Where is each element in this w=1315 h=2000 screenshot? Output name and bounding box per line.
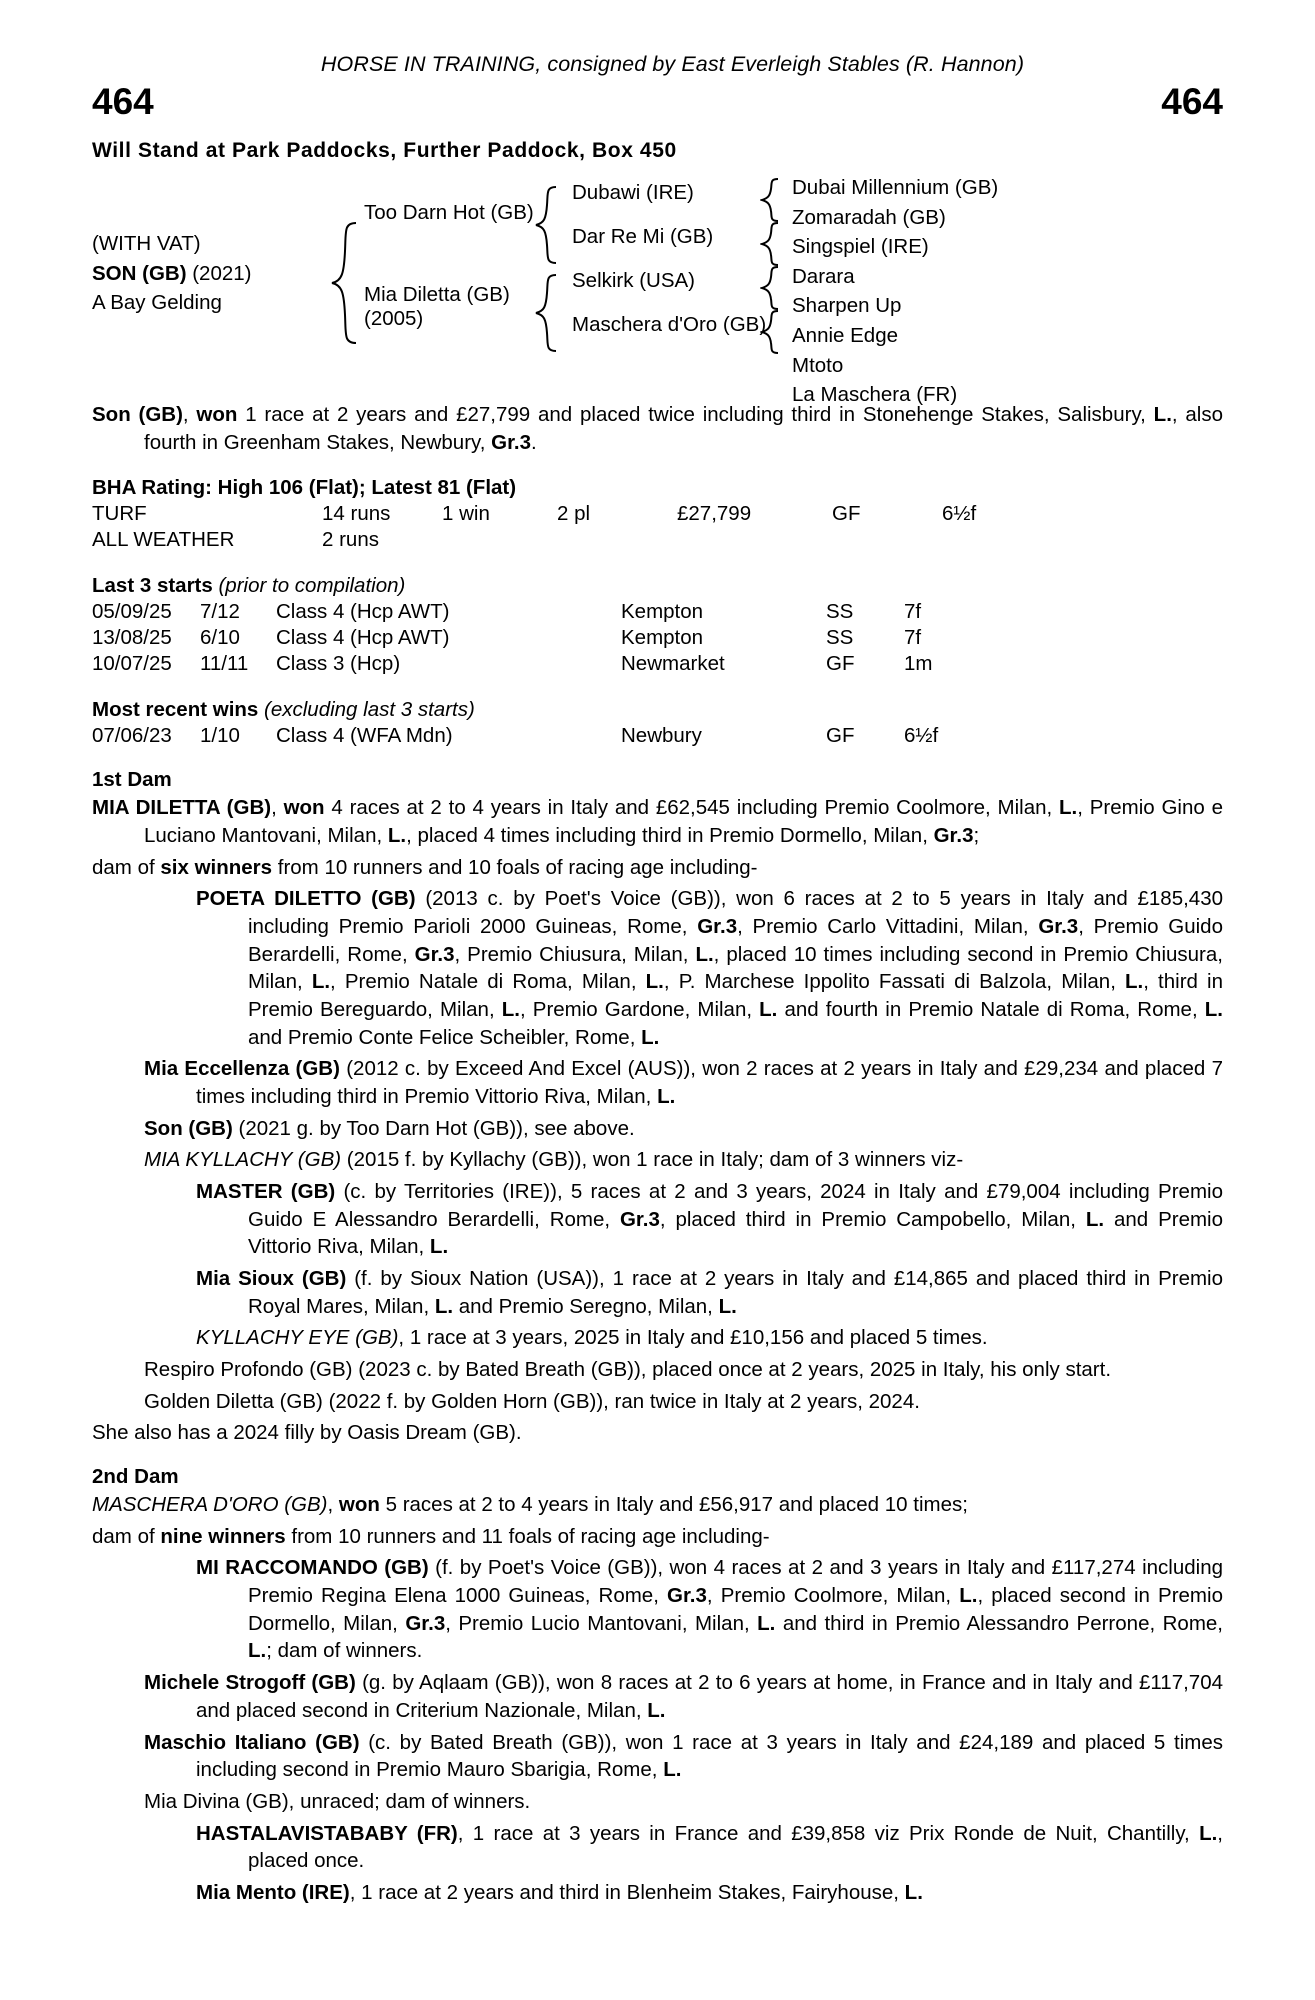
- pedigree-chart: [92, 173, 1223, 407]
- second-dam-progeny-entry: [144, 1729, 1223, 1784]
- listed-marker: L.: [248, 1639, 267, 1663]
- listed-marker: L.: [959, 1584, 978, 1608]
- stats-wins: [442, 528, 557, 554]
- stats-prize: £27,799: [677, 502, 752, 526]
- summary-listed-1: L.: [1153, 403, 1172, 426]
- stats-going: GF: [832, 502, 861, 526]
- win-class: Class 4 (WFA Mdn): [276, 724, 453, 748]
- grandparent-1: Dubawi (IRE): [572, 181, 694, 204]
- lot-number-right: 464: [1161, 81, 1223, 122]
- start-distance: 7f: [904, 600, 922, 624]
- dam-year: (2005): [364, 307, 424, 330]
- start-distance: 7f: [904, 626, 922, 650]
- first-dam-progeny-entry: [196, 1324, 1223, 1352]
- grandparent-2: Dar Re Mi (GB): [572, 225, 714, 248]
- dam-of-prefix: dam of: [92, 855, 161, 879]
- stats-runs: 2 runs: [322, 528, 379, 552]
- lot-number-row: [92, 81, 1223, 123]
- second-dam-progeny-name: Maschio Italiano (GB): [144, 1730, 360, 1754]
- first-dam-progeny-name: POETA DILETTO (GB): [196, 887, 416, 911]
- recent-wins-note: (excluding last 3 starts): [264, 698, 475, 722]
- great-grandparent-3: Singspiel (IRE): [792, 235, 929, 259]
- stats-surface: TURF: [92, 502, 147, 526]
- first-dam-progeny-name: MASTER (GB): [196, 1180, 336, 1204]
- dam-of-prefix: dam of: [92, 1524, 161, 1548]
- group-marker: Gr.3: [405, 1611, 446, 1635]
- start-going: SS: [826, 626, 854, 650]
- first-dam-progeny-text: (2023 c. by Bated Breath (GB)), placed once at 2 years, 2025 in Italy, his only start.: [352, 1358, 1112, 1382]
- second-dam-progeny-name: Michele Strogoff (GB): [144, 1671, 356, 1695]
- summary-won-label: won: [196, 403, 238, 426]
- win-course: Newbury: [621, 724, 702, 748]
- subject-name: SON (GB): [92, 261, 187, 285]
- great-grandparent-2: Zomaradah (GB): [792, 205, 946, 229]
- first-dam-progeny-name: Mia Eccellenza (GB): [144, 1057, 340, 1081]
- start-position: 7/12: [200, 600, 240, 624]
- second-dam-progeny-text: , 1 race at 2 years and third in Blenheim Stakes, Fairyhouse, L.: [349, 1880, 923, 1904]
- first-dam-progeny-name: Son (GB): [144, 1116, 233, 1140]
- listed-marker: L.: [311, 970, 331, 994]
- listed-marker: L.: [757, 1611, 776, 1635]
- first-dam-listed-1: L.: [1059, 796, 1078, 820]
- summary-text-2: 1 race at 2 years and £27,799 and placed twice including third in Stonehenge Stakes, Salisbury,: [237, 403, 1154, 426]
- listed-marker: L.: [904, 1880, 923, 1904]
- second-dam-won: won: [338, 1493, 380, 1517]
- first-dam-listed-2: L.: [387, 824, 407, 848]
- stats-going: [832, 528, 942, 554]
- listed-marker: L.: [645, 970, 664, 994]
- second-dam-progeny-text: (f. by Poet's Voice (GB)), won 4 races at 2 and 3 years in Italy and £117,274 including Premio Regina Elena 1000 Guineas, Rome, Gr.3, Premio Coolmore, Milan, L., placed second in Premio Dormello, Milan, Gr.3, Premio Lucio Mantovani, Milan, L. and third in Premio Alessandro Perrone, Rome, L.; dam of winners.: [248, 1556, 1224, 1663]
- dam-of-suffix: from 10 runners and 11 foals of racing age including-: [285, 1524, 770, 1548]
- first-dam-text-a: ,: [271, 796, 284, 820]
- second-dam-progeny-name: HASTALAVISTABABY (FR): [196, 1821, 458, 1845]
- listed-marker: L.: [647, 1698, 666, 1722]
- second-dam-name: MASCHERA D'ORO (GB): [92, 1493, 328, 1517]
- first-dam-footer: She also has a 2024 filly by Oasis Dream (GB).: [92, 1421, 522, 1445]
- stats-runs: 14 runs: [322, 502, 391, 526]
- brace-level-1: [330, 221, 358, 346]
- second-dam-progeny-name: Mia Divina (GB): [144, 1789, 289, 1813]
- recent-wins-table: [92, 724, 974, 750]
- first-dam-progeny-text: (2022 f. by Golden Horn (GB)), ran twice in Italy at 2 years, 2024.: [322, 1389, 920, 1413]
- great-grandparent-1: Dubai Millennium (GB): [792, 176, 999, 199]
- lot-number-left: 464: [92, 81, 154, 122]
- table-row: [92, 626, 974, 652]
- start-course: Newmarket: [621, 652, 725, 676]
- bha-rating-label: BHA Rating: High 106 (Flat); Latest 81 (Flat): [92, 476, 517, 500]
- first-dam-text-c: , Premio Gino e Luciano Mantovani, Milan,: [144, 796, 1223, 848]
- listed-marker: L.: [501, 998, 520, 1022]
- first-dam-progeny-entry: [144, 1388, 1223, 1416]
- first-dam-text-e: ;: [973, 824, 980, 848]
- first-dam-progeny-list: [92, 885, 1223, 1415]
- first-dam-progeny-text: (2015 f. by Kyllachy (GB)), won 1 race in Italy; dam of 3 winners viz-: [341, 1148, 964, 1172]
- great-grandparent-7: Mtoto: [792, 353, 844, 377]
- first-dam-progeny-name: Mia Sioux (GB): [196, 1267, 347, 1291]
- first-dam-progeny-entry: [144, 1055, 1223, 1110]
- win-distance: 6½f: [904, 724, 939, 748]
- stats-places: 2 pl: [557, 502, 591, 526]
- first-dam-progeny-text: (f. by Sioux Nation (USA)), 1 race at 2 years in Italy and £14,865 and placed third in Premio Royal Mares, Milan, L. and Premio Seregno, Milan, L.: [248, 1267, 1223, 1318]
- last-starts-table: [92, 600, 974, 678]
- table-row: [92, 652, 974, 678]
- second-dam-heading: 2nd Dam: [92, 1465, 179, 1489]
- start-class: Class 4 (Hcp AWT): [276, 626, 450, 650]
- second-dam-text: 5 races at 2 to 4 years in Italy and £56,917 and placed 10 times;: [379, 1493, 968, 1517]
- table-row: [92, 502, 1032, 528]
- pedigree-column-great-grandparents: [792, 173, 998, 410]
- great-grandparent-4: Darara: [792, 264, 855, 288]
- listed-marker: L.: [718, 1294, 737, 1318]
- stats-places: [557, 528, 677, 554]
- second-dam-progeny-text: (c. by Bated Breath (GB)), won 1 race at 3 years in Italy and £24,189 and placed 5 times including second in Premio Mauro Sbarigia, Rome, L.: [196, 1730, 1223, 1782]
- last-starts-heading: [92, 574, 1223, 598]
- second-dam-progeny-text: , unraced; dam of winners.: [288, 1789, 531, 1813]
- brace-dam: [534, 273, 558, 353]
- start-class: Class 4 (Hcp AWT): [276, 600, 450, 624]
- first-dam-progeny-name: Respiro Profondo (GB): [144, 1358, 353, 1382]
- listed-marker: L.: [663, 1758, 682, 1782]
- first-dam-won: won: [283, 796, 325, 820]
- dam-of-count: nine winners: [160, 1524, 286, 1548]
- grandparent-4: Maschera d'Oro (GB): [572, 313, 767, 336]
- brace-gp-1: [760, 177, 780, 223]
- summary-text-3: , also fourth in Greenham Stakes, Newbury,: [144, 403, 1223, 454]
- sire-name: Too Darn Hot (GB): [364, 201, 534, 224]
- first-dam-progeny-name: MIA KYLLACHY (GB): [144, 1148, 342, 1172]
- listed-marker: L.: [641, 1025, 660, 1049]
- start-going: SS: [826, 600, 854, 624]
- second-dam-progeny-entry: [196, 1554, 1223, 1665]
- start-date: 13/08/25: [92, 626, 172, 650]
- stats-surface: ALL WEATHER: [92, 528, 235, 552]
- listed-marker: L.: [1199, 1821, 1218, 1845]
- first-dam-progeny-name: Golden Diletta (GB): [144, 1389, 323, 1413]
- start-going: GF: [826, 652, 855, 676]
- first-dam-progeny-entry: [144, 1146, 1223, 1174]
- second-dam-progeny-entry: [144, 1669, 1223, 1724]
- first-dam-progeny-entry: [196, 1178, 1223, 1261]
- table-row: [92, 528, 1032, 554]
- listed-marker: L.: [1204, 998, 1223, 1022]
- first-dam-group-3: Gr.3: [933, 824, 974, 848]
- last-starts-note: (prior to compilation): [218, 574, 406, 598]
- second-dam-progeny-entry: [196, 1820, 1223, 1875]
- first-dam-dam-of: [92, 854, 1223, 882]
- second-dam-progeny-entry: [144, 1788, 1223, 1816]
- table-row: [92, 724, 974, 750]
- brace-sire: [534, 185, 558, 265]
- great-grandparent-5: Sharpen Up: [792, 294, 902, 318]
- group-marker: Gr.3: [414, 942, 455, 966]
- stats-distance: [942, 528, 1032, 554]
- table-row: [92, 600, 974, 626]
- second-dam-progeny-text: , 1 race at 3 years in France and £39,858 viz Prix Ronde de Nuit, Chantilly, L., placed once.: [248, 1821, 1223, 1873]
- first-dam-progeny-text: (2013 c. by Poet's Voice (GB)), won 6 races at 2 to 5 years in Italy and £185,430 including Premio Parioli 2000 Guineas, Rome, Gr.3, Premio Carlo Vittadini, Milan, Gr.3, Premio Guido Berardelli, Rome, Gr.3, Premio Chiusura, Milan, L., placed 10 times including second in Premio Chiusura, Milan, L., Premio Natale di Roma, Milan, L., P. Marchese Ippolito Fassati di Balzola, Milan, L., third in Premio Bereguardo, Milan, L., Premio Gardone, Milan, L. and fourth in Premio Natale di Roma, Rome, L. and Premio Conte Felice Scheibler, Rome, L.: [248, 887, 1224, 1049]
- first-dam-text-b: 4 races at 2 to 4 years in Italy and £62,545 including Premio Coolmore, Milan,: [324, 796, 1060, 820]
- great-grandparent-8: La Maschera (FR): [792, 383, 958, 407]
- dam-of-count: six winners: [160, 855, 273, 879]
- brace-gp-4: [760, 309, 780, 355]
- start-position: 6/10: [200, 626, 240, 650]
- summary-group-3: Gr.3: [491, 430, 532, 454]
- last-starts-title: Last 3 starts: [92, 574, 213, 598]
- subject-block: [92, 229, 252, 318]
- start-course: Kempton: [621, 626, 704, 650]
- group-marker: Gr.3: [619, 1207, 660, 1231]
- second-dam-progeny-text: (g. by Aqlaam (GB)), won 8 races at 2 to 6 years at home, in France and in Italy and £117,704 and placed second in Criterium Nazionale, Milan, L.: [196, 1671, 1223, 1722]
- listed-marker: L.: [657, 1085, 676, 1109]
- first-dam-progeny-name: KYLLACHY EYE (GB): [196, 1326, 399, 1350]
- first-dam-name: MIA DILETTA (GB): [92, 796, 272, 820]
- group-marker: Gr.3: [1038, 915, 1079, 939]
- summary-text-1: ,: [182, 403, 197, 426]
- subject-description: A Bay Gelding: [92, 291, 222, 315]
- subject-year: (2021): [192, 261, 252, 285]
- grandparent-3: Selkirk (USA): [572, 269, 696, 292]
- first-dam-paragraph: [92, 794, 1223, 849]
- first-dam-progeny-text: (2012 c. by Exceed And Excel (AUS)), won 2 races at 2 years in Italy and £29,234 and placed 7 times including third in Premio Vittorio Riva, Milan, L.: [196, 1057, 1223, 1109]
- dam-of-suffix: from 10 runners and 10 foals of racing age including-: [272, 855, 758, 879]
- career-stats-table: [92, 502, 1032, 554]
- start-course: Kempton: [621, 600, 704, 624]
- summary-subject-name: Son (GB): [92, 403, 183, 426]
- win-going: GF: [826, 724, 855, 748]
- listed-marker: L.: [434, 1294, 454, 1318]
- group-marker: Gr.3: [697, 915, 738, 939]
- start-position: 11/11: [200, 652, 249, 676]
- brace-gp-2: [760, 221, 780, 267]
- second-dam-paragraph: [92, 1491, 1223, 1519]
- subject-name-line: [92, 259, 252, 289]
- listed-marker: L.: [429, 1235, 449, 1259]
- start-date: 10/07/25: [92, 652, 172, 676]
- start-date: 05/09/25: [92, 600, 172, 624]
- stats-wins: 1 win: [442, 502, 490, 526]
- first-dam-text-d: , placed 4 times including third in Premio Dormello, Milan,: [406, 824, 934, 848]
- listed-marker: L.: [759, 998, 778, 1022]
- start-distance: 1m: [904, 652, 933, 676]
- listed-marker: L.: [1085, 1207, 1105, 1231]
- second-dam-progeny-name: Mia Mento (IRE): [196, 1880, 350, 1904]
- first-dam-progeny-entry: [144, 1356, 1223, 1384]
- first-dam-progeny-entry: [196, 1265, 1223, 1320]
- stand-at-line: Will Stand at Park Paddocks, Further Paddock, Box 450: [92, 139, 677, 162]
- listed-marker: L.: [695, 942, 714, 966]
- summary-text-4: .: [531, 430, 537, 454]
- second-dam-progeny-name: MI RACCOMANDO (GB): [196, 1556, 429, 1580]
- recent-wins-heading: [92, 698, 1223, 722]
- win-date: 07/06/23: [92, 724, 172, 748]
- performance-summary: [92, 401, 1223, 456]
- consignor-line: HORSE IN TRAINING, consigned by East Everleigh Stables (R. Hannon): [320, 52, 1025, 76]
- first-dam-progeny-entry: [144, 1115, 1223, 1143]
- second-dam-dam-of: [92, 1523, 1223, 1551]
- first-dam-progeny-text: (2021 g. by Too Darn Hot (GB)), see above.: [232, 1116, 635, 1140]
- vat-label: (WITH VAT): [92, 232, 201, 255]
- second-dam-progeny-list: [92, 1554, 1223, 1906]
- start-class: Class 3 (Hcp): [276, 652, 401, 676]
- first-dam-progeny-entry: [196, 885, 1223, 1051]
- brace-gp-3: [760, 265, 780, 311]
- win-position: 1/10: [200, 724, 240, 748]
- first-dam-progeny-text: , 1 race at 3 years, 2025 in Italy and £10,156 and placed 5 times.: [398, 1326, 988, 1350]
- second-dam-sep: ,: [327, 1493, 339, 1517]
- first-dam-heading: 1st Dam: [92, 768, 172, 792]
- dam-name: Mia Diletta (GB): [364, 283, 510, 306]
- dam-block: [364, 283, 510, 331]
- listed-marker: L.: [1125, 970, 1144, 994]
- great-grandparent-6: Annie Edge: [792, 323, 899, 347]
- recent-wins-title: Most recent wins: [92, 698, 259, 722]
- stats-prize: [677, 528, 832, 554]
- first-dam-progeny-text: (c. by Territories (IRE)), 5 races at 2 and 3 years, 2024 in Italy and £79,004 including Premio Guido E Alessandro Berardelli, Rome, Gr.3, placed third in Premio Campobello, Milan, L. and Premio Vittorio Riva, Milan, L.: [248, 1180, 1224, 1259]
- group-marker: Gr.3: [667, 1584, 707, 1608]
- second-dam-progeny-entry: [196, 1879, 1223, 1907]
- stats-distance: 6½f: [942, 502, 977, 526]
